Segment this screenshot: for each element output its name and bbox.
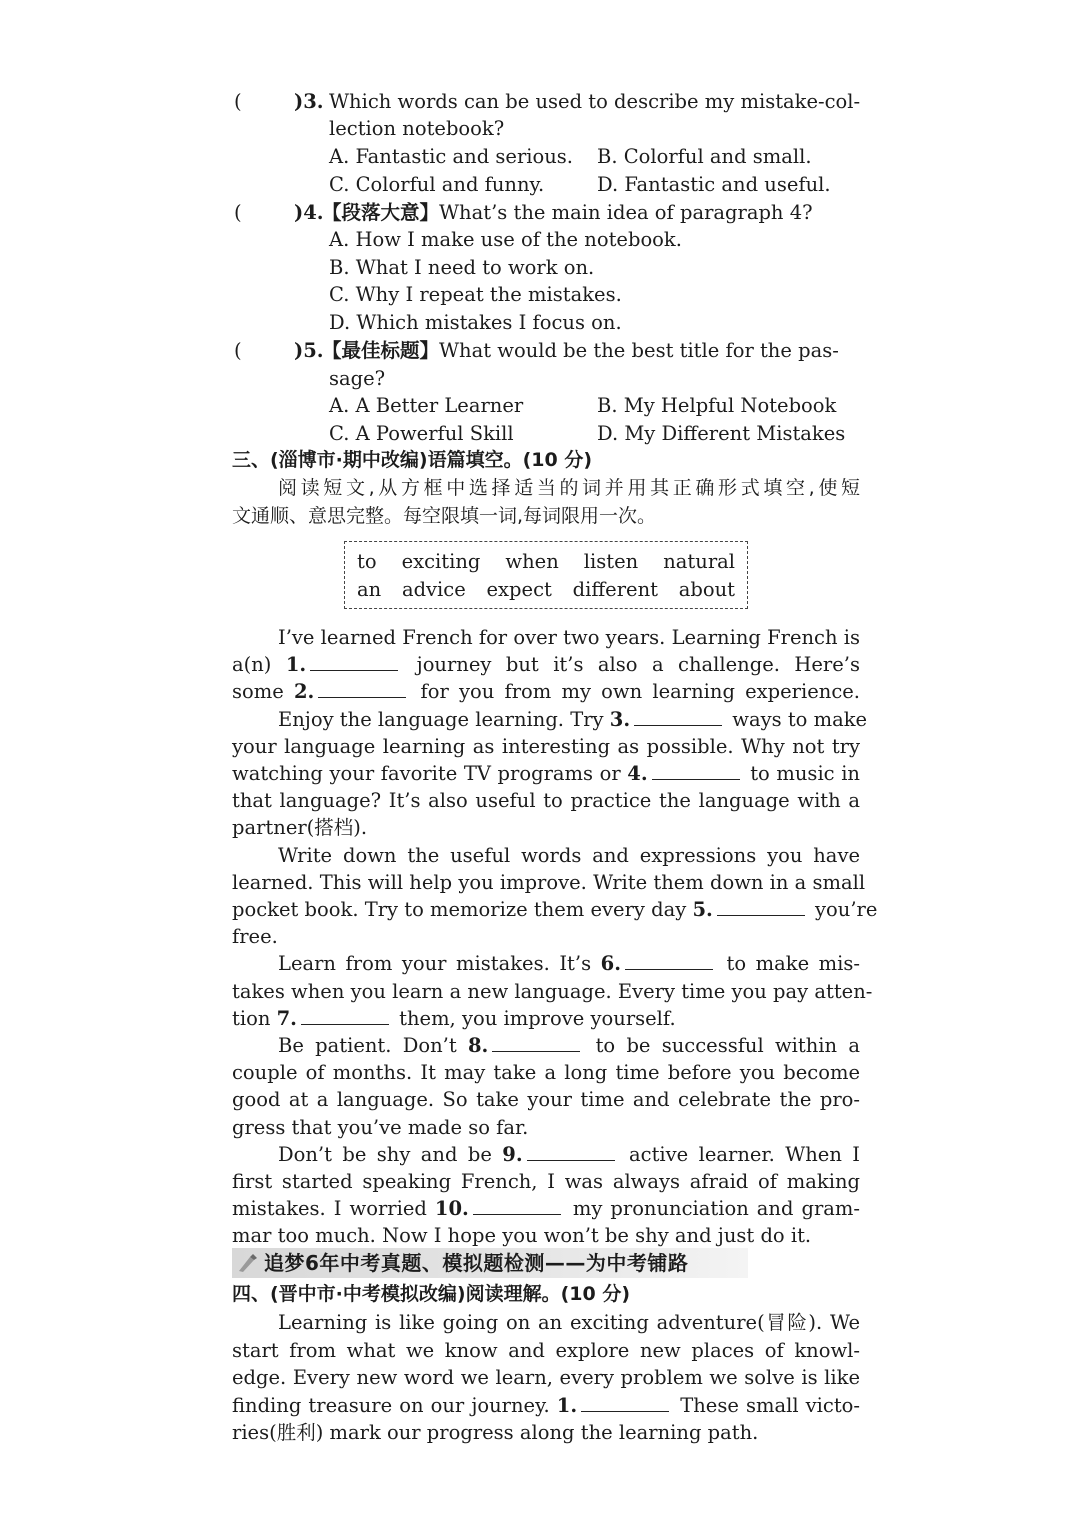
- blank-number: 9.: [502, 1142, 523, 1166]
- passage-text: good at a language. So take your time and celebrate the pro-: [232, 1088, 860, 1112]
- option-a: A. Fantastic and serious.: [329, 145, 574, 168]
- question-stem: sage?: [329, 367, 386, 390]
- passage-line: [232, 1195, 860, 1222]
- answer-blank[interactable]: [310, 652, 398, 671]
- blank-number: 7.: [276, 1006, 297, 1030]
- blank-number: 5.: [692, 898, 713, 921]
- passage-line: [232, 923, 860, 950]
- passage-text: learned. This will help you improve. Write them down in a small: [232, 870, 866, 894]
- passage-text: edge. Every new word we learn, every problem we solve is like: [232, 1366, 860, 1389]
- passage-text: ways to make: [726, 707, 868, 731]
- passage-text: partner(搭档).: [232, 816, 368, 840]
- question-stem: 【段落大意】What’s the main idea of paragraph 4?: [322, 201, 813, 224]
- passage-text: active learner. When I: [618, 1142, 860, 1166]
- passage-text: couple of months. It may take a long time before you become: [232, 1061, 860, 1085]
- blank-number: 1.: [285, 653, 307, 677]
- word-bank-word: different: [572, 578, 658, 601]
- passage-line: [278, 1309, 860, 1336]
- word-bank-word: listen: [583, 550, 639, 573]
- question-tag: 【最佳标题】: [322, 339, 440, 362]
- word-bank-word: to: [357, 550, 377, 573]
- answer-blank[interactable]: [301, 1006, 389, 1025]
- passage-text: you’re: [808, 898, 878, 921]
- passage-line: [232, 733, 860, 760]
- option-a: A. How I make use of the notebook.: [329, 228, 682, 251]
- passage-text: my pronunciation and gram-: [564, 1197, 861, 1221]
- answer-blank[interactable]: [318, 679, 406, 698]
- word-bank-row: [357, 576, 735, 603]
- passage-text: gress that you’ve made so far.: [232, 1115, 529, 1139]
- passage-line: [278, 1141, 860, 1168]
- passage-text: them, you improve yourself.: [392, 1006, 676, 1030]
- banner-title: 追梦6年中考真题、模拟题检测——为中考铺路: [264, 1251, 689, 1275]
- passage-text: a(n): [232, 653, 286, 677]
- passage-text: Enjoy the language learning. Try: [278, 707, 610, 731]
- passage-line: [232, 814, 860, 841]
- passage-text: that language? It’s also useful to practice the language with a: [232, 789, 860, 813]
- blank-number: 2.: [293, 680, 315, 704]
- answer-blank[interactable]: [581, 1393, 669, 1412]
- passage-text: start from what we know and explore new places of knowl-: [232, 1338, 860, 1362]
- passage-text: Write down the useful words and expressions you have: [278, 843, 860, 867]
- word-bank-word: advice: [401, 578, 466, 601]
- word-bank-word: an: [357, 578, 382, 601]
- word-bank-word: about: [678, 578, 735, 601]
- passage-text: Don’t be shy and be: [278, 1142, 503, 1166]
- passage-text: pocket book. Try to memorize them every day: [232, 898, 693, 921]
- passage-line: [232, 678, 860, 705]
- option-a: A. A Better Learner: [329, 394, 524, 417]
- question-stem: lection notebook?: [329, 117, 505, 140]
- word-bank-word: exciting: [401, 550, 481, 573]
- brush-icon: [236, 1252, 258, 1274]
- answer-blank[interactable]: [473, 1196, 561, 1215]
- passage-text: takes when you learn a new language. Every time you pay atten-: [232, 979, 873, 1003]
- answer-blank[interactable]: [625, 951, 713, 970]
- option-c: C. Colorful and funny.: [329, 173, 545, 196]
- passage-text: Learn from your mistakes. It’s: [278, 952, 601, 976]
- passage-text: mistakes. I worried: [232, 1197, 435, 1221]
- answer-blank[interactable]: [634, 707, 722, 726]
- blank-number: 8.: [467, 1034, 489, 1057]
- question-stem: Which words can be used to describe my mistake-col-: [329, 90, 861, 113]
- section-heading: 三、(淄博市·期中改编)语篇填空。(10 分): [232, 449, 593, 471]
- word-bank-word: expect: [486, 578, 552, 601]
- answer-paren-open: (: [234, 90, 242, 113]
- passage-line: [232, 1392, 860, 1419]
- blank-number: 6.: [600, 952, 621, 976]
- option-b: B. My Helpful Notebook: [597, 394, 837, 417]
- option-d: D. My Different Mistakes: [597, 422, 846, 445]
- answer-paren-open: (: [234, 201, 242, 224]
- option-c: C. A Powerful Skill: [329, 422, 514, 445]
- question-number: )5.: [294, 339, 324, 362]
- question-number: )3.: [294, 90, 324, 113]
- passage-text: some: [232, 680, 294, 704]
- instructions-line: 文通顺、意思完整。每空限填一词,每词限用一次。: [232, 505, 657, 527]
- question-number: )4.: [294, 201, 324, 224]
- passage-text: first started speaking French, I was always afraid of making: [232, 1170, 860, 1193]
- passage-line: [232, 1114, 860, 1141]
- option-b: B. What I need to work on.: [329, 256, 595, 279]
- passage-line: [232, 896, 878, 923]
- passage-line: [278, 1032, 860, 1059]
- word-bank-word: when: [505, 550, 559, 573]
- passage-line: [232, 1364, 860, 1391]
- passage-text: Be patient. Don’t: [278, 1034, 468, 1057]
- passage-line: [232, 760, 860, 787]
- answer-blank[interactable]: [527, 1142, 615, 1161]
- passage-text: to make mis-: [717, 952, 861, 976]
- passage-text: free.: [232, 925, 278, 949]
- passage-text: ries(胜利) mark our progress along the learning path.: [232, 1421, 759, 1444]
- instructions-line: 阅读短文,从方框中选择适当的词并用其正确形式填空,使短: [278, 477, 860, 499]
- blank-number: 10.: [434, 1197, 469, 1221]
- option-d: D. Which mistakes I focus on.: [329, 311, 622, 334]
- question-stem: 【最佳标题】What would be the best title for the pas-: [322, 339, 839, 362]
- section-heading: 四、(晋中市·中考模拟改编)阅读理解。(10 分): [232, 1283, 631, 1305]
- passage-text: watching your favorite TV programs or: [232, 762, 628, 785]
- word-bank-word: natural: [663, 550, 735, 573]
- passage-text: journey but it’s also a challenge. Here’s: [402, 653, 860, 677]
- passage-line: [278, 624, 860, 651]
- passage-text: tion: [232, 1006, 277, 1030]
- passage-text: finding treasure on our journey.: [232, 1393, 557, 1417]
- blank-number: 3.: [609, 707, 631, 731]
- passage-line: [232, 651, 860, 678]
- answer-blank[interactable]: [717, 897, 805, 916]
- passage-line: [232, 1086, 860, 1113]
- passage-line: [278, 706, 868, 733]
- passage-text: mar too much. Now I hope you won’t be shy and just do it.: [232, 1224, 812, 1248]
- option-b: B. Colorful and small.: [597, 145, 812, 168]
- passage-line: [232, 978, 873, 1005]
- option-c: C. Why I repeat the mistakes.: [329, 283, 622, 306]
- passage-text: I’ve learned French for over two years. Learning French is: [278, 626, 860, 649]
- passage-line: [232, 1059, 860, 1086]
- passage-text: These small victo-: [673, 1393, 860, 1417]
- question-tag: 【段落大意】: [322, 201, 440, 224]
- passage-line: [232, 1005, 860, 1032]
- option-d: D. Fantastic and useful.: [597, 173, 831, 196]
- passage-line: [232, 1337, 860, 1364]
- answer-blank[interactable]: [492, 1033, 580, 1052]
- passage-text: for you from my own learning experience.: [410, 680, 861, 704]
- word-bank-row: [357, 548, 735, 575]
- passage-line: [278, 950, 860, 977]
- passage-line: [232, 1168, 860, 1195]
- passage-line: [232, 1419, 860, 1446]
- blank-number: 4.: [627, 762, 648, 785]
- passage-text: to music in: [743, 762, 860, 785]
- word-bank-box: [344, 541, 748, 609]
- answer-paren-open: (: [234, 339, 242, 362]
- passage-line: [232, 787, 860, 814]
- blank-number: 1.: [556, 1393, 578, 1417]
- passage-text: your language learning as interesting as possible. Why not try: [232, 734, 860, 758]
- answer-blank[interactable]: [652, 761, 740, 780]
- passage-text: Learning is like going on an exciting adventure(冒险). We: [278, 1311, 860, 1334]
- passage-text: to be successful within a: [584, 1034, 860, 1057]
- passage-line: [278, 842, 860, 869]
- passage-line: [232, 1222, 860, 1249]
- passage-line: [232, 869, 866, 896]
